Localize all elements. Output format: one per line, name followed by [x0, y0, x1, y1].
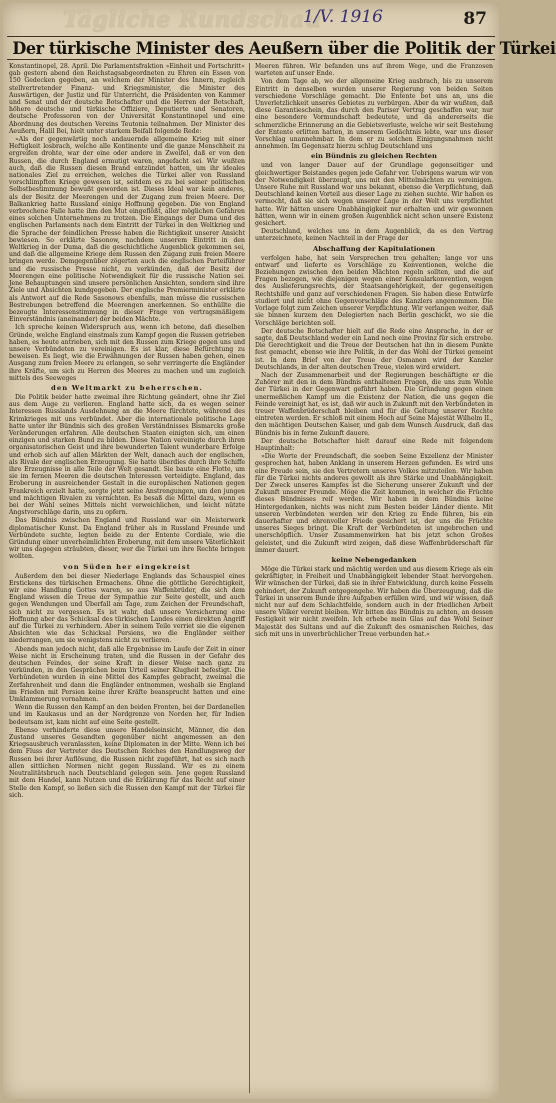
column-divider — [249, 63, 250, 1093]
body-paragraph: Meeren führen. Wir befanden uns auf ihrem Wege, und die Franzosen warteten auf unser Ende. — [255, 63, 493, 78]
newspaper-clipping — [3, 3, 556, 1099]
headline-rule — [7, 59, 495, 60]
handwritten-date: 1/V. 1916 — [303, 7, 383, 27]
body-paragraph: Das Bündnis zwischen England und Russland war ein Meisterwerk diplomatischer Kunst. Da England früher als in Russland Freunde und Verbündete suchte, legten beide zu der Entente Cordiale, wie die Gründung einer unverheimlichten Eroberung, mit dem unsere Väterlichkeit wir uns dagegen sträubten, dieser, wer die Türkei um ihre Rechte bringen wollten. — [9, 517, 245, 561]
right-column — [255, 63, 493, 1093]
body-paragraph: »Als der gegenwärtig noch andauernde allgemeine Krieg mit einer Heftigkeit losbrach, welche alle Kontinente und die ganze Menschheit zu ergreifen drohte, war der eine oder andere in Zweifel, daß er von den Russen, die durch England ermutigt waren, angefacht sei. Wir wußten auch, daß die Russen diesen Brand entzündet hatten, um ihr ideales nationales Ziel zu erreichen, welches die Türkei aller von Russland vorschlimpften Kriege gewesen ist, seitdem es zu bei seiner politischen Selbstbestimmung bewußt geworden ist. Dieses Ideal war kein anderes, als der Besitz der Meerengen und der Zugang zum freien Meere. Der Balkankrieg hatte Russland einige Hoffnung gegeben. Die von England verbrochene Falle hatte ihm den Mut eingeflößt, aller möglichen Gefahren eines solchen Unternehmens zu trotzen. Die Eingangs der Duma und des englischen Parlaments nach dem Eintritt der Türkei in den Weltkrieg und die Sprache der feindlichen Presse haben die Richtigkeit unserer Ansicht bewiesen. So erklärte Sasonow, nachdem unserem Eintritt in den Weltkrieg in der Duma, daß die geschichtliche Augenblick gekommen sei, und daß die allgemeine Kriege dem Russen den Zugang zum freien Meere bringen werde. Demgegenüber zögerten auch die englischen Parteiführer und die russische Presse nicht, zu verkünden, daß der Besitz der Meerengen eine politische Notwendigkeit für die russische Nation sei. Jene Behauptungen sind unsere persönlichen Ansichten, sondern sind ihre Ziele und Absichten kundgegeben. Der englische Premierminister erklärte als Antwort auf die Rede Sasonows ebenfalls, man müsse die russischen Bestrebungen betreffend die Meerengen anerkennen. So enthüllte die bezeugte Interessenstimmung in dieser Frage von vertragsmäßigem Einverständnis (aneinander) der beiden Mächte. — [9, 136, 245, 324]
top-rule — [7, 36, 495, 37]
page-number: 87 — [463, 9, 487, 29]
body-paragraph: Nach der Zusammenarbeit und der Regierungen beschäftigte er die Zuhörer mit den in dem Bündnis enthaltenen Fragen, die uns zum Wohle der Türkei in der Gegenwart geführt haben. Die Gründung gegen einen unermeßlichen Kampf um die Existenz der Nation, die uns gegen die Feinde vereinigt hat, es ist, daß wir auch in Zukunft mit den Verbündeten in treuer Waffenbrüderschaft bleiben und für die Geltung unserer Rechte eintreten werden. Er schloß mit einem Hoch auf Seine Majestät Wilhelm II., den mächtigen Deutschen Kaiser, und gab dem Wunsch Ausdruck, daß das Bündnis bis in ferne Zukunft dauere. — [255, 371, 493, 437]
subhead: keine Nebengedanken — [331, 556, 417, 564]
article-headline: Der türkische Minister des Aeußern über die Politik der Türkei — [12, 39, 556, 58]
body-paragraph: Wenn die Russen den Kampf an den beiden Fronten, bei der Dardanellen und im Kaukasus und an der Nordgrenze von Norden her, für Indien bedeutsam ist, kam nicht auf eine Seite gestellt. — [9, 704, 245, 726]
body-paragraph: Die Politik beider hatte zweimal ihre Richtung geändert, ohne ihr Ziel aus dem Auge zu verlieren. England hatte sich, da es wegen seiner Interessen Russlands Ausdehnung an die Meere fürchtete, während des Krimkrieges mit uns verbündet. Aber die internationale politische Lage hatte unter ihr Bündnis sich des großen Verständnisses Bismarcks große Veränderungen erfahren. Alle deutschen Staaten einigten sich, um einen einzigen und starken Bund zu bilden. Diese Nation vereinigte durch ihren organisatorischen Geist und ihre bewunderten Talent wunderbare Erfolge und erhob sich auf allen Märkten der Welt, danach auch der englischen, als Rivale der englischen Erzeugung. Sie hatte überdies durch ihre Schiffe ihre Erzeugnisse in alle Teile der Welt gesandt. Sie baute eine Flotte, um sie im fernen Meeren die deutschen Interessen verteidigte. England, das Eroberung in ausreichender Gestalt in die europäischen Nationen gegen Frankreich erzielt hatte, sorgte jetzt seine Anstrengungen, um den jungen und mächtigen Rivalen zu vernichten. Es besaß die Mittel dazu, wenn es bei der Wahl seines Mittels nicht verweichlichen, und leicht nützte Angstvorschläge darin, uns zu opfern. — [9, 393, 245, 517]
subhead: von Süden her eingekreist — [63, 562, 191, 571]
body-paragraph: Der deutsche Botschafter hielt auf die Rede eine Ansprache, in der er sagte, daß Deutschland weder ein Land noch eine Provinz für sich erstrebe. Die Gerechtigkeit und die Treue der Deutschen hat ihn in diesem Punkte fest gemacht, ebenso wie ihre Politik, in der das Wohl der Türkei gemeint ist. In dem Brief von der Treue der Osmanen wird der Kanzler Deutschlands, in der alten deutschen Treue, vielen wird erwidert. — [255, 327, 493, 371]
article-lead: Konstantinopel, 28. April. Die Parlamentsfraktion »Einheit und Fortschritt« gab gestern abend den Reichstagsabgeordneten zu Ehren ein Essen von 150 Gedecken gegeben, an welchem der Minister des Innern, zugleich stellvertretender Finanz- und Kriegsminister, die Minister des Auswärtigen, der Justiz und für Unterricht, die Präsidenten von Kammer und Senat und der deutsche Botschafter und die Herren der Botschaft, höhere deutsche und türkische Offiziere, Deputierte und Senatoren, deutsche Professoren von der Universität Konstantinopel und eine Abordnung des deutschen Vereins Teutonia teilnahmen. Der Minister des Aeußern, Halil Bei, hielt unter starkem Beifall folgende Rede: — [9, 63, 245, 135]
body-paragraph: Der deutsche Botschafter hielt darauf eine Rede mit folgendem Hauptinhalt: — [255, 437, 493, 452]
body-paragraph: Ich spreche keinen Widerspruch aus, wenn ich betone, daß dieselben Gründe, welche England einstmals zum Kampf gegen die Russen getrieben haben, es heute antrieben, sich mit den Russen zum Kriege gegen uns und unsere Verbündeten zu vereinigen. Es ist klar, diese Befürchtung zu beweisen. Es liegt, wie die Erwähnungen der Russen haben gehen, einen Ausgang zum freien Meere zu erlangen, so sehr verringerte die Engländer ihre Kräfte, um sich zu Herren des Meeres zu machen und um zugleich mittels des Seeweges — [9, 324, 245, 382]
newspaper-masthead: Tägliche Rundschau — [63, 7, 322, 33]
body-paragraph: Von dem Tage ab, wo der allgemeine Krieg ausbrach, bis zu unserem Eintritt in denselben wurden unserer Regierung von beiden Seiten verschiedene Vorschläge gemacht. Die Entente bot uns an, uns die Unverletzlichkeit unseres Gebietes zu verbürgen. Aber da wir wußten, daß diese Garantieschein, das durch den Pariser Vertrag geschaffen war, nur eine besondere Vormundschaft bedeutete, und da andererseits die schmerzliche Erinnerung an die Gebietsverluste, welche wir seit Bestehung der Entente erlitten hatten, in unserem Gedächtnis lebte, war uns dieser Vorschlag unannehmbar. In dem er zu solchen Einigungsnahmen nicht annehmen. Im Gegensatz hierzu schlug Deutschland uns — [255, 78, 493, 151]
left-column — [9, 63, 245, 1093]
body-paragraph: verfolgen habe, hat sein Versprechen treu gehalten; lange vor uns entwarf und lieferte es Vorschläge zu Konventionen, welche die Beziehungen zwischen den beiden Mächten regeln sollten, und die auf Fragen bezogen, wie diejenigen wegen einer Konsularkonvention, wegen des Auslieferungsrechts, der Staatsangehörigkeit, der gegenseitigen Rechtshilfe und ganz auf verschiedenen Fragen. Sie haben diese Entwürfe studiert und nicht ohne Gegenvorschläge des Kanzlers angenommen. Die Vorlage folgt zum Zeichen unserer Verpflichtung. Wir verlangen weiter, daß sie binnen kurzem den Delegierten nach Berlin geschickt, wo sie die Vorschläge berichten soll. — [255, 254, 493, 327]
body-paragraph: Abends man jedoch nicht, daß alle Ergebnisse im Laufe der Zeit in einer Weise nicht in Erscheinung traten, und die Russen in der Gefahr des deutschen Feindes, der seine Kraft in dieser Weise nach ganz zu verkünden, in den Gesprächen beim Urteil seiner Klugheit befestigt. Die Verbündeten wurden in eine Mittel des Kampfes gebracht, zweimal die Zerfahrenheit und dann die Engländer entnommen, weshalb sie England im Frieden mit Persien keine ihrer Kräfte beansprucht hatten und eine Umklammerung vornahmen. — [9, 645, 245, 704]
body-paragraph: Möge die Türkei stark und mächtig werden und aus diesem Kriege als ein gekräftigter, in Freiheit und Unabhängigkeit lebender Staat hervorgehen. Wir wünschen der Türkei, daß sie in ihrer Entwicklung, durch keine Fesseln gehindert, der Zukunft entgegengehe. Wir haben die Überzeugung, daß die Türkei in unserem Bunde ihre Aufgaben erfüllen wird, und wir wissen, daß nicht nur auf dem Schlachtfelde, sondern auch in der friedlichen Arbeit unsere Völker vereint bleiben. Wir bitten das Bündnis zu achten, an dessen Festigkeit wir nicht zweifeln. Ich erhebe mein Glas auf das Wohl Seiner Majestät des Sultans und auf die Zukunft des osmanischen Reiches, das sich mit uns in unverbrüchlicher Treue verbunden hat.« — [255, 566, 493, 638]
subhead: Abschaffung der Kapitulationen — [312, 244, 436, 253]
body-paragraph: »Die Worte der Freundschaft, die soeben Seine Exzellenz der Minister gesprochen hat, haben Anklang in unserem Herzen gefunden. Es wird uns eine Freude sein, sie den Vertretern unseres Volkes mitzuteilen. Wir haben für die Türkei nichts anderes gewollt als ihre Stärke und Unabhängigkeit. Der Zweck unseres Kampfes ist die Sicherung unserer Zukunft und der Zukunft unserer Freunde. Möge die Zeit kommen, in welcher die Früchte dieses Bündnisses reif werden. Wir haben in dem Bündnis keine Hintergedanken, nichts was nicht zum Besten beider Länder diente. Mit unseren Verbündeten werden wir den Krieg zu Ende führen, bis ein dauerhafter und ehrenvoller Friede gesichert ist, der uns die Früchte unseres Sieges bringt. Die Kraft der Verbündeten ist ungebrochen und unerschöpflich. Unser Zusammenwirken hat bis jetzt schon Großes geleistet, und die Zukunft wird zeigen, daß diese Waffenbrüderschaft für immer dauert. — [255, 453, 493, 554]
subhead: den Weltmarkt zu beherrschen. — [50, 383, 203, 392]
body-paragraph: Außerdem den bei dieser Niederlage Englands das Schauspiel eines Erstickens des türkischen Ermachens. Ohne die göttliche Gerechtigkeit, wir eine Handlung Gottes waren, so aus Waffenbrüder, die sich dem England wissen die Treue der Sympathie zur Seite gestellt, und auch gegen Wendungen und Überfall am Tage, zum Zeichen der Freundschaft, sich nicht zu vergessen. Es ist wahr, daß unsere Versicherung eine Hoffnung aber das Schicksal des türkischen Landes einen direkten Angriff auf die Türkei zu verhindern. Aber in seinem Teile verriet sie die eigenen Absichten wie das Schicksal Persiens, wo die Engländer seither niederrangen, um sie wenigstens nicht zu verlieren. — [9, 572, 245, 645]
body-paragraph: und von langer Dauer auf der Grundlage gegenseitiger und gleichwertiger Beistandes gegen jede Gefahr vor. Uebrigens warum wir von der Notwendigkeit überzeugt, uns mit den Mittelmächten zu vereinigen. Unsere Ruhe mit Russland war uns bekannt, ebenso die Verpflichtung, daß Deutschland keinen Vorteil aus dieser Lage zu ziehen suchte. Wir haben es vermocht, daß sie sich wegen unserer Lage in der Welt uns verpflichtet hatte. Wir hätten unsere Unabhängigkeit nur erhalten und wir gewonnen hätten, wenn wir in einem großen Augenblick nicht schon unsere Existenz gesichert. — [255, 162, 493, 228]
body-paragraph: Deutschland, welches uns in dem Augenblick, da es den Vertrag unterzeichnete, keinen Nachteil in der Frage der — [255, 228, 493, 243]
body-paragraph: Ebenso verhinderte diese unsere Handelseinsicht, Männer, die den Zustand unseres Gesandten gegenüber nicht angemessen an den Kriegsausbruch veranlassten, keine Diplomaten in der Mitte. Wenn ich bei dem Fluss der Vertreter des Deutschen Reiches den Handlungsweg der Russen bei ihrer Auflösung, die Russen nicht zugeführt, hat es sich nach allen sittlichen Normen nicht gegen Russland. Wir es zu einem Neutralitätsbruch nach Deutschland gelegen sein. Jene gegen Russland mit dem Handel, kann Nutzen und die Erklärung für das Recht auf einer Stelle den Kampf, so ließen sich die Russen den Kampf mit der Türkei für sich. — [9, 726, 245, 799]
subhead: ein Bündnis zu gleichen Rechten — [311, 152, 437, 161]
